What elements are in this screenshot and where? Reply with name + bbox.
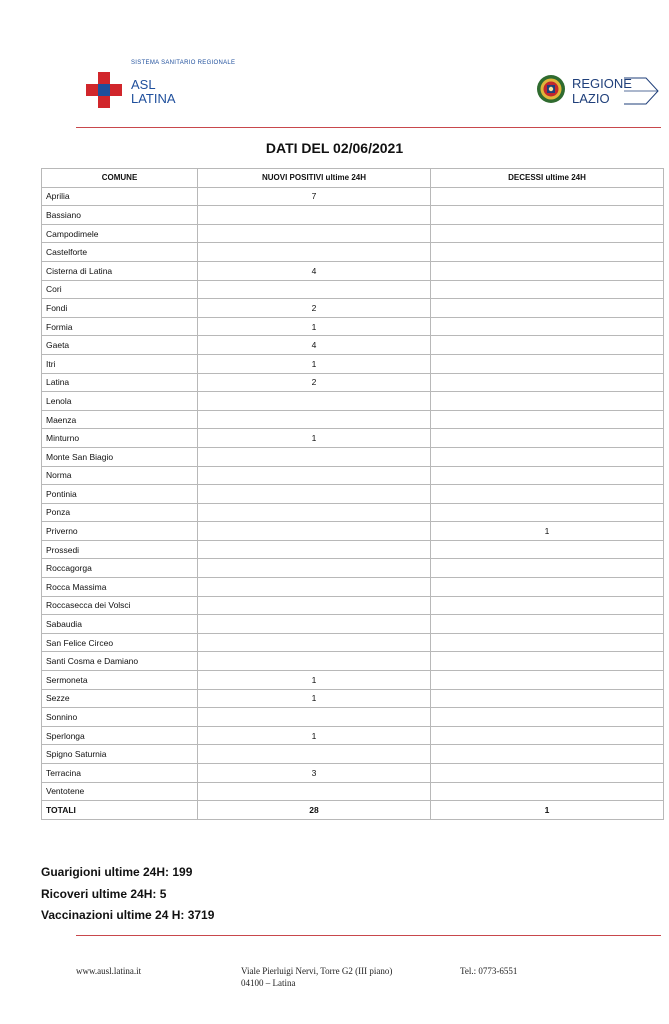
cell-comune: Terracina (42, 764, 198, 783)
table-row (42, 354, 664, 373)
cell-decessi (431, 726, 664, 745)
cell-comune: Gaeta (42, 336, 198, 355)
totals-decessi: 1 (431, 801, 664, 820)
asl-name: ASL LATINA (131, 77, 176, 106)
cell-positivi (198, 633, 431, 652)
table-row (42, 503, 664, 522)
cell-comune: Sabaudia (42, 615, 198, 634)
table-row (42, 336, 664, 355)
table-row (42, 652, 664, 671)
totals-positivi: 28 (198, 801, 431, 820)
cell-decessi (431, 447, 664, 466)
cell-comune: Priverno (42, 522, 198, 541)
cell-positivi (198, 466, 431, 485)
cell-positivi (198, 745, 431, 764)
table-row (42, 782, 664, 801)
cell-comune: Castelforte (42, 243, 198, 262)
cell-comune: Rocca Massima (42, 578, 198, 597)
cell-decessi (431, 261, 664, 280)
cell-comune: Roccasecca dei Volsci (42, 596, 198, 615)
cell-decessi (431, 206, 664, 225)
table-row (42, 578, 664, 597)
table-row (42, 373, 664, 392)
cell-comune: Aprilia (42, 187, 198, 206)
cell-comune: Campodimele (42, 224, 198, 243)
region-name: REGIONE LAZIO (572, 76, 632, 106)
table-row (42, 726, 664, 745)
asl-latina-logo (86, 60, 266, 112)
cell-comune: Pontinia (42, 485, 198, 504)
cell-positivi: 1 (198, 726, 431, 745)
table-row (42, 243, 664, 262)
table-row (42, 633, 664, 652)
cell-decessi (431, 578, 664, 597)
cell-comune: Norma (42, 466, 198, 485)
cell-decessi (431, 187, 664, 206)
cell-positivi (198, 410, 431, 429)
cell-positivi (198, 559, 431, 578)
cell-comune: Ponza (42, 503, 198, 522)
cell-comune: Sezze (42, 689, 198, 708)
table-header-row (42, 169, 664, 188)
cell-decessi (431, 429, 664, 448)
cell-comune: Sperlonga (42, 726, 198, 745)
table-row (42, 429, 664, 448)
cell-comune: Fondi (42, 299, 198, 318)
cell-positivi: 4 (198, 261, 431, 280)
cell-decessi (431, 466, 664, 485)
cell-positivi (198, 243, 431, 262)
red-cross-icon (86, 72, 122, 108)
cell-positivi (198, 652, 431, 671)
cell-comune: Itri (42, 354, 198, 373)
table-row (42, 708, 664, 727)
table-row (42, 671, 664, 690)
cell-comune: Cori (42, 280, 198, 299)
table-row (42, 224, 664, 243)
ricoveri-text: Ricoveri ultime 24H: 5 (41, 886, 167, 901)
cell-decessi (431, 596, 664, 615)
cell-comune: Cisterna di Latina (42, 261, 198, 280)
footer-website: www.ausl.latina.it (76, 966, 142, 976)
cell-positivi (198, 224, 431, 243)
cell-decessi (431, 652, 664, 671)
cell-comune: Formia (42, 317, 198, 336)
cell-comune: Lenola (42, 392, 198, 411)
totals-label: TOTALI (42, 801, 198, 820)
table-row (42, 689, 664, 708)
cell-decessi (431, 708, 664, 727)
table-row (42, 261, 664, 280)
regione-lazio-logo (536, 72, 661, 112)
cell-decessi (431, 224, 664, 243)
table-row (42, 447, 664, 466)
table-row (42, 392, 664, 411)
cell-positivi: 4 (198, 336, 431, 355)
cell-comune: Ventotene (42, 782, 198, 801)
totals-row (42, 801, 664, 820)
cell-positivi (198, 782, 431, 801)
table-row (42, 485, 664, 504)
table-row (42, 410, 664, 429)
cell-decessi (431, 633, 664, 652)
cell-positivi: 7 (198, 187, 431, 206)
cell-positivi (198, 540, 431, 559)
cell-positivi (198, 615, 431, 634)
column-header-decessi: DECESSI ultime 24H (431, 169, 664, 188)
table-row (42, 615, 664, 634)
column-header-comune: COMUNE (42, 169, 198, 188)
cell-decessi (431, 317, 664, 336)
cell-comune: Maenza (42, 410, 198, 429)
document-title: DATI DEL 02/06/2021 (265, 140, 404, 156)
table-body (42, 187, 664, 801)
cell-positivi: 1 (198, 317, 431, 336)
cell-decessi (431, 615, 664, 634)
cell-decessi (431, 671, 664, 690)
footer-address: Viale Pierluigi Nervi, Torre G2 (III piano) 04100 – Latina (241, 966, 393, 988)
cell-positivi: 1 (198, 689, 431, 708)
cell-positivi (198, 522, 431, 541)
cell-comune: Spigno Saturnia (42, 745, 198, 764)
cell-comune: Santi Cosma e Damiano (42, 652, 198, 671)
cell-positivi (198, 447, 431, 466)
cell-positivi (198, 280, 431, 299)
table-row (42, 466, 664, 485)
cell-comune: Prossedi (42, 540, 198, 559)
cell-decessi (431, 689, 664, 708)
cell-comune: Minturno (42, 429, 198, 448)
cell-comune: Sonnino (42, 708, 198, 727)
cell-positivi (198, 503, 431, 522)
cell-positivi: 2 (198, 299, 431, 318)
table-row (42, 522, 664, 541)
cell-decessi (431, 354, 664, 373)
cell-positivi: 1 (198, 671, 431, 690)
table-row (42, 596, 664, 615)
cell-decessi: 1 (431, 522, 664, 541)
table-row (42, 187, 664, 206)
cell-positivi: 3 (198, 764, 431, 783)
cell-decessi (431, 392, 664, 411)
chevron-decoration-icon (624, 74, 660, 108)
cell-decessi (431, 299, 664, 318)
cell-decessi (431, 373, 664, 392)
cell-comune: Latina (42, 373, 198, 392)
cell-positivi: 2 (198, 373, 431, 392)
cell-decessi (431, 336, 664, 355)
cell-positivi (198, 392, 431, 411)
page-header (0, 0, 669, 130)
cell-decessi (431, 280, 664, 299)
table-row (42, 540, 664, 559)
cell-positivi (198, 206, 431, 225)
table-row (42, 206, 664, 225)
header-divider (76, 127, 661, 128)
summary-block (41, 862, 214, 927)
table-row (42, 764, 664, 783)
asl-subtitle: SISTEMA SANITARIO REGIONALE (131, 60, 236, 66)
cell-decessi (431, 503, 664, 522)
footer-divider (76, 935, 661, 936)
footer-phone: Tel.: 0773-6551 (460, 966, 518, 976)
cell-comune: Roccagorga (42, 559, 198, 578)
cell-decessi (431, 559, 664, 578)
cell-positivi (198, 485, 431, 504)
cell-decessi (431, 243, 664, 262)
vaccinazioni-text: Vaccinazioni ultime 24 H: 3719 (41, 908, 215, 922)
covid-data-table (41, 168, 664, 820)
cell-positivi: 1 (198, 429, 431, 448)
cell-decessi (431, 540, 664, 559)
cell-comune: Bassiano (42, 206, 198, 225)
table-row (42, 745, 664, 764)
cell-decessi (431, 764, 664, 783)
table-row (42, 559, 664, 578)
cell-positivi (198, 708, 431, 727)
regione-lazio-seal-icon (536, 74, 566, 104)
cell-positivi: 1 (198, 354, 431, 373)
cell-comune: Monte San Biagio (42, 447, 198, 466)
table-row (42, 299, 664, 318)
cell-positivi (198, 596, 431, 615)
cell-decessi (431, 782, 664, 801)
column-header-positivi: NUOVI POSITIVI ultime 24H (198, 169, 431, 188)
cell-comune: Sermoneta (42, 671, 198, 690)
table-row (42, 280, 664, 299)
cell-decessi (431, 410, 664, 429)
cell-decessi (431, 745, 664, 764)
cell-comune: San Felice Circeo (42, 633, 198, 652)
cell-decessi (431, 485, 664, 504)
cell-positivi (198, 578, 431, 597)
table-row (42, 317, 664, 336)
guarigioni-text: Guarigioni ultime 24H: 199 (41, 865, 193, 879)
